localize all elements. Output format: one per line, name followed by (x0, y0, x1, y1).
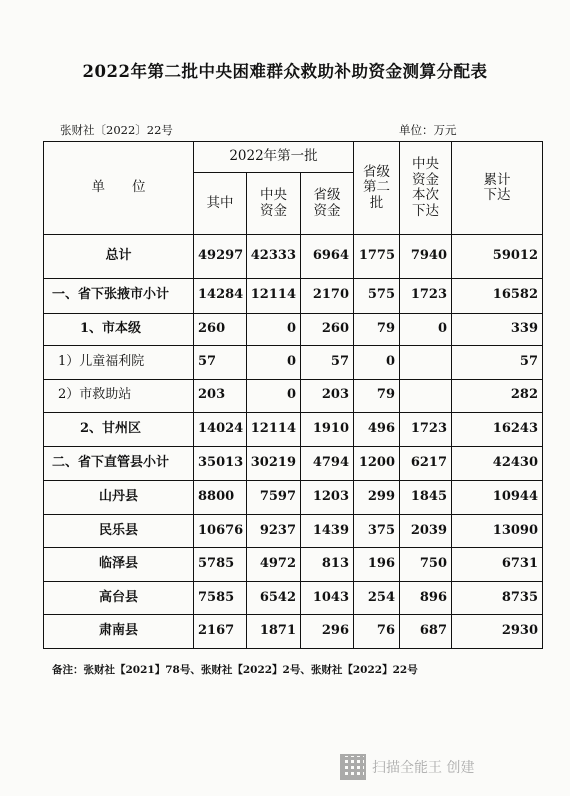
unit-label: 单位：万元 (399, 123, 457, 137)
value-cell-c4: 76 (354, 615, 400, 649)
value-cell-c1: 8800 (194, 481, 247, 515)
value-cell-c4: 254 (354, 581, 400, 615)
value-cell-c5: 2039 (400, 514, 452, 548)
value-cell-c3: 1439 (301, 514, 354, 548)
value-cell-c2: 1871 (247, 615, 301, 649)
footnote: 备注：张财社【2021】78号、张财社【2022】2号、张财社【2022】22号 (52, 664, 418, 676)
header-central-this-text: 中央 资金 本次 下达 (412, 156, 440, 219)
value-cell-c1: 2167 (194, 615, 247, 649)
row-name-cell: 临泽县 (44, 548, 194, 582)
scanner-watermark (340, 754, 474, 780)
value-cell-c4: 79 (354, 379, 400, 413)
header-prov-funds (301, 173, 354, 235)
value-cell-c3: 1910 (301, 413, 354, 447)
value-cell-c1: 260 (194, 313, 247, 346)
value-cell-c6: 42430 (452, 446, 543, 481)
document-number: 张财社〔2022〕22号 (60, 123, 173, 137)
row-name-cell: 山丹县 (44, 481, 194, 515)
row-name-cell: 总计 (44, 235, 194, 279)
watermark-text: 扫描全能王 创建 (372, 760, 475, 776)
value-cell-c6: 339 (452, 313, 543, 346)
value-cell-c3: 6964 (301, 235, 354, 279)
value-cell-c2: 42333 (247, 235, 301, 279)
value-cell-c1: 57 (194, 346, 247, 380)
value-cell-c6: 8735 (452, 581, 543, 615)
row-name-cell: 1）儿童福利院 (44, 346, 194, 380)
header-batch1: 2022年第一批 (194, 142, 354, 173)
allocation-table (43, 141, 543, 649)
value-cell-c2: 0 (247, 379, 301, 413)
value-cell-c2: 12114 (247, 413, 301, 447)
table-row (44, 615, 543, 649)
value-cell-c1: 7585 (194, 581, 247, 615)
value-cell-c4: 0 (354, 346, 400, 380)
value-cell-c2: 30219 (247, 446, 301, 481)
header-central-funds (247, 173, 301, 235)
value-cell-c5: 1845 (400, 481, 452, 515)
value-cell-c3: 4794 (301, 446, 354, 481)
value-cell-c5: 6217 (400, 446, 452, 481)
header-cumulative (452, 142, 543, 235)
table-row (44, 514, 543, 548)
value-cell-c6: 59012 (452, 235, 543, 279)
value-cell-c6: 2930 (452, 615, 543, 649)
value-cell-c2: 6542 (247, 581, 301, 615)
row-name-cell: 高台县 (44, 581, 194, 615)
row-name-cell: 2）市救助站 (44, 379, 194, 413)
value-cell-c3: 1043 (301, 581, 354, 615)
value-cell-c4: 1200 (354, 446, 400, 481)
value-cell-c4: 79 (354, 313, 400, 346)
value-cell-c2: 0 (247, 346, 301, 380)
page-title: 2022年第二批中央困难群众救助补助资金测算分配表 (82, 62, 488, 81)
header-central-funds-text: 中央 资金 (260, 187, 287, 219)
value-cell-c3: 203 (301, 379, 354, 413)
table-row (44, 313, 543, 346)
value-cell-c5: 896 (400, 581, 452, 615)
value-cell-c3: 57 (301, 346, 354, 380)
row-name-cell: 肃南县 (44, 615, 194, 649)
value-cell-c3: 296 (301, 615, 354, 649)
value-cell-c1: 49297 (194, 235, 247, 279)
header-prov-batch2 (354, 142, 400, 235)
header-prov-funds-text: 省级 资金 (313, 187, 341, 219)
value-cell-c6: 16582 (452, 279, 543, 314)
value-cell-c3: 260 (301, 313, 354, 346)
value-cell-c4: 196 (354, 548, 400, 582)
value-cell-c2: 12114 (247, 279, 301, 314)
value-cell-c5: 7940 (400, 235, 452, 279)
value-cell-c5: 0 (400, 313, 452, 346)
row-name-cell: 一、省下张掖市小计 (44, 279, 194, 314)
value-cell-c6: 13090 (452, 514, 543, 548)
value-cell-c2: 0 (247, 313, 301, 346)
value-cell-c6: 282 (452, 379, 543, 413)
value-cell-c5: 1723 (400, 413, 452, 447)
value-cell-c2: 7597 (247, 481, 301, 515)
value-cell-c4: 375 (354, 514, 400, 548)
value-cell-c5: 750 (400, 548, 452, 582)
value-cell-c6: 16243 (452, 413, 543, 447)
value-cell-c5: 1723 (400, 279, 452, 314)
value-cell-c1: 203 (194, 379, 247, 413)
value-cell-c6: 57 (452, 346, 543, 380)
value-cell-c5 (400, 379, 452, 413)
row-name-cell: 1、市本级 (44, 313, 194, 346)
header-prov-batch2-text: 省级 第二 批 (363, 163, 391, 211)
value-cell-c1: 14284 (194, 279, 247, 314)
header-unit: 单 位 (44, 142, 194, 235)
value-cell-c4: 575 (354, 279, 400, 314)
value-cell-c1: 35013 (194, 446, 247, 481)
value-cell-c4: 496 (354, 413, 400, 447)
table-row (44, 379, 543, 413)
value-cell-c5: 687 (400, 615, 452, 649)
value-cell-c1: 5785 (194, 548, 247, 582)
value-cell-c4: 299 (354, 481, 400, 515)
value-cell-c2: 9237 (247, 514, 301, 548)
row-name-cell: 民乐县 (44, 514, 194, 548)
table-row (44, 346, 543, 380)
table-row (44, 235, 543, 279)
header-central-this (400, 142, 452, 235)
value-cell-c5 (400, 346, 452, 380)
value-cell-c3: 813 (301, 548, 354, 582)
value-cell-c4: 1775 (354, 235, 400, 279)
value-cell-c1: 10676 (194, 514, 247, 548)
table-row (44, 279, 543, 314)
value-cell-c3: 1203 (301, 481, 354, 515)
value-cell-c3: 2170 (301, 279, 354, 314)
value-cell-c6: 10944 (452, 481, 543, 515)
header-total-of: 其中 (194, 173, 247, 235)
table-row (44, 481, 543, 515)
row-name-cell: 2、甘州区 (44, 413, 194, 447)
row-name-cell: 二、省下直管县小计 (44, 446, 194, 481)
table-row (44, 581, 543, 615)
header-cumulative-text: 累计 下达 (483, 171, 511, 204)
value-cell-c2: 4972 (247, 548, 301, 582)
qr-code-icon (340, 754, 366, 780)
table-row (44, 548, 543, 582)
value-cell-c1: 14024 (194, 413, 247, 447)
table-row (44, 446, 543, 481)
value-cell-c6: 6731 (452, 548, 543, 582)
table-row (44, 413, 543, 447)
